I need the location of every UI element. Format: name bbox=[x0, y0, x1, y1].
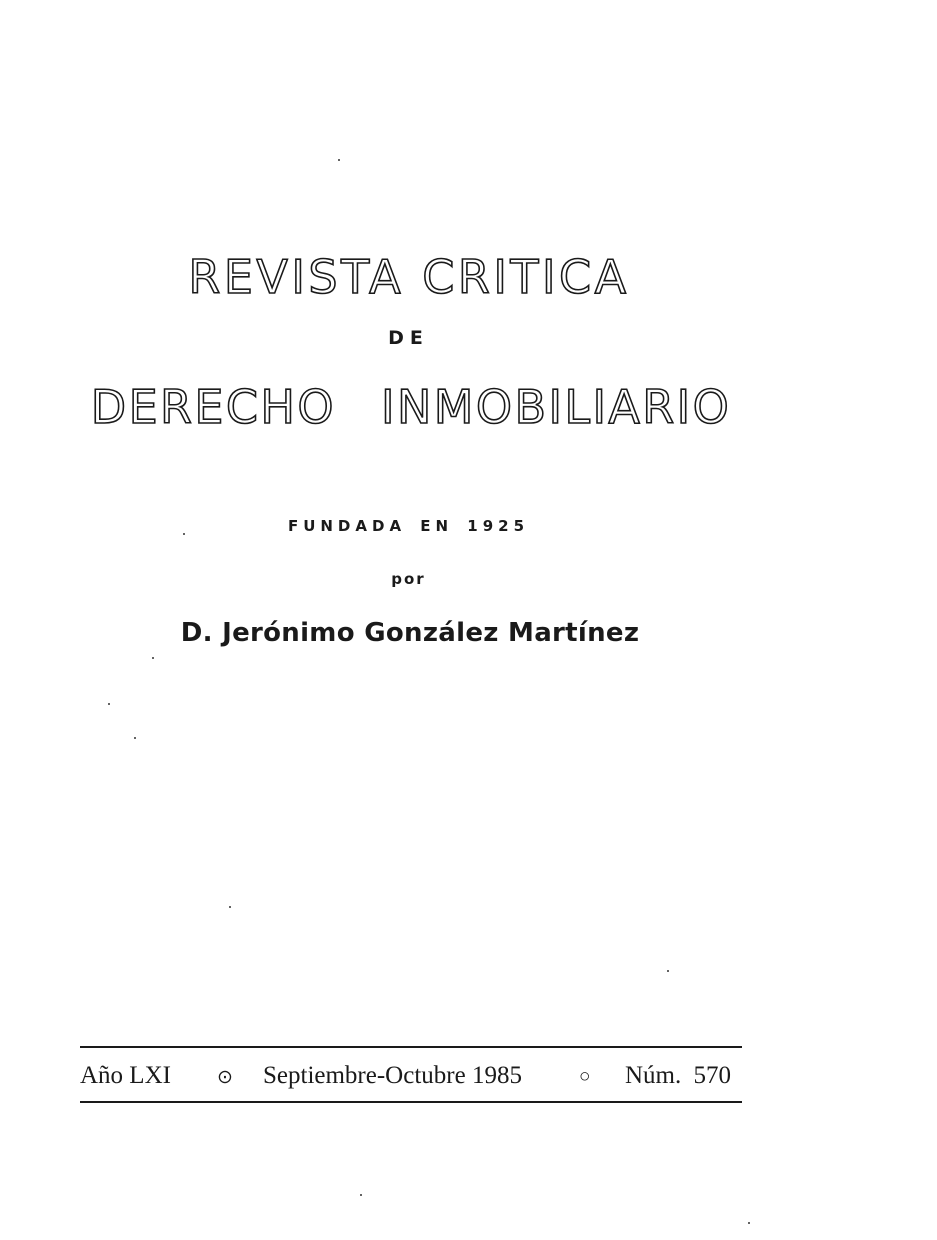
by-line: por bbox=[391, 570, 426, 588]
footer-rule-top bbox=[80, 1046, 742, 1048]
scan-speck bbox=[360, 1194, 362, 1196]
journal-title-connector: DE bbox=[388, 327, 429, 349]
scan-speck bbox=[108, 703, 110, 705]
scan-speck bbox=[748, 1222, 750, 1224]
founder-name: D. Jerónimo González Martínez bbox=[180, 618, 640, 648]
separator-circle-icon: ○ bbox=[579, 1066, 591, 1087]
founded-line: FUNDADA EN 1925 bbox=[287, 517, 530, 535]
separator-dot-icon: ⊙ bbox=[217, 1067, 233, 1088]
footer-rule-bottom bbox=[80, 1101, 742, 1103]
scan-speck bbox=[229, 906, 231, 908]
scan-speck bbox=[338, 159, 340, 161]
issue-year: Año LXI bbox=[80, 1062, 171, 1089]
journal-title-line-1: REVISTA CRITICA bbox=[188, 250, 630, 304]
scan-speck bbox=[134, 737, 136, 739]
issue-date: Septiembre-Octubre 1985 bbox=[263, 1062, 522, 1089]
issue-number: Núm. 570 bbox=[625, 1062, 731, 1089]
journal-title-line-2: DERECHO INMOBILIARIO bbox=[90, 380, 732, 434]
scan-speck bbox=[152, 657, 154, 659]
issue-info bbox=[80, 1062, 742, 1096]
scan-speck bbox=[183, 533, 185, 535]
scan-speck bbox=[667, 970, 669, 972]
